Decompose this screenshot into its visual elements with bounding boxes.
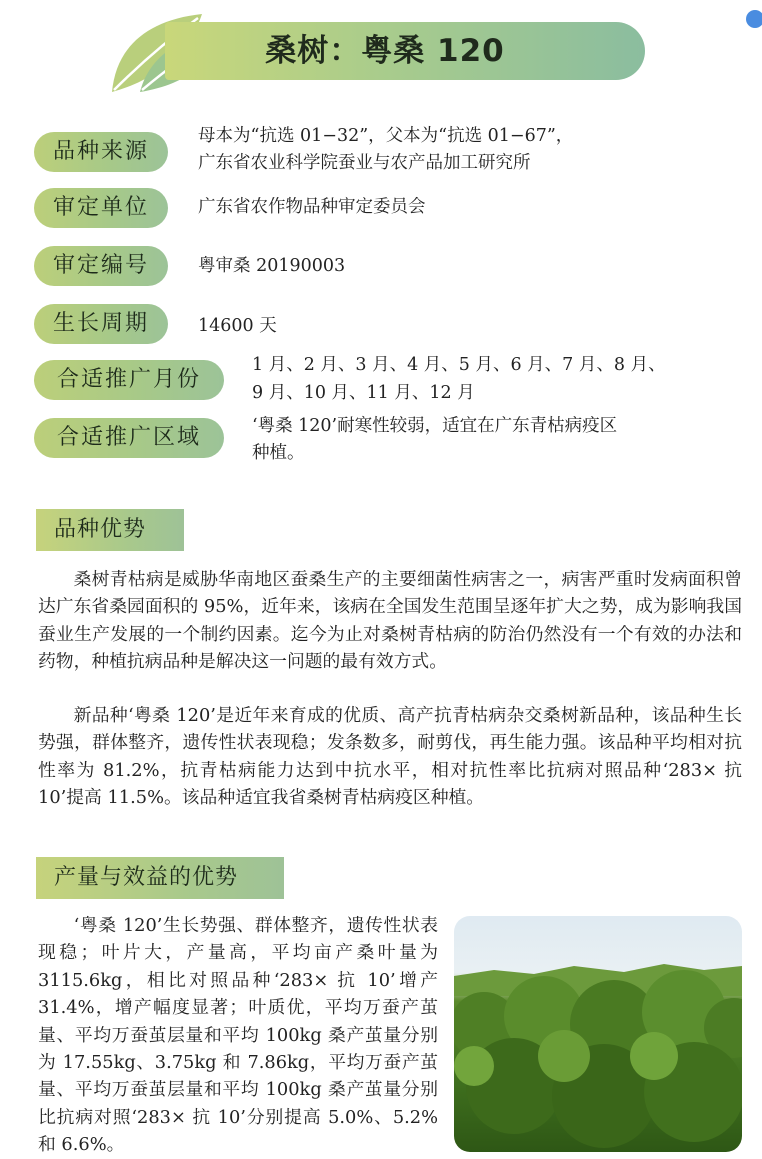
info-label: 审定编号 bbox=[34, 246, 168, 286]
info-label: 合适推广月份 bbox=[34, 360, 224, 400]
info-value-line: 母本为“抗选 01−32”，父本为“抗选 01−67”， bbox=[198, 126, 574, 146]
info-label: 合适推广区域 bbox=[34, 418, 224, 458]
paragraph: 新品种‘粤桑 120’是近年来育成的优质、高产抗青枯病杂交桑树新品种，该品种生长势强，群体整齐，遗传性状表现稳；发条数多，耐剪伐，再生能力强。该品种平均相对抗性率为 81.2%，抗青枯病能力达到中抗水平，相对抗性率比抗病对照品种‘283× 抗 10’提高 11.5%。该品种适宜我省桑树青枯病疫区种植。 bbox=[38, 705, 742, 809]
info-label: 品种来源 bbox=[34, 132, 168, 172]
mulberry-plants-illustration bbox=[454, 916, 742, 1152]
title-banner bbox=[165, 22, 645, 80]
info-label: 生长周期 bbox=[34, 304, 168, 344]
info-label: 审定单位 bbox=[34, 188, 168, 228]
corner-indicator bbox=[746, 10, 762, 28]
info-value-line: 9 月、10 月、11 月、12 月 bbox=[252, 383, 475, 403]
info-value-line: 种植。 bbox=[252, 443, 305, 463]
info-value-line: 1 月、2 月、3 月、4 月、5 月、6 月、7 月、8 月、 bbox=[252, 355, 666, 375]
info-value-line: ‘粤桑 120’耐寒性较弱，适宜在广东青枯病疫区 bbox=[252, 416, 618, 436]
mulberry-field-photo bbox=[454, 916, 742, 1152]
info-value-line: 粤审桑 20190003 bbox=[198, 256, 346, 276]
page-title: 桑树：粤桑 120 bbox=[265, 33, 505, 69]
paragraph: ‘粤桑 120’生长势强、群体整齐，遗传性状表现稳；叶片大，产量高，平均亩产桑叶量为 3115.6kg，相比对照品种‘283× 抗 10’增产 31.4%，增产幅度显著；叶质优，平均万蚕产茧量、平均万蚕茧层量和平均 100kg 桑产茧量分别为 17.55kg、3.75kg 和 7.86kg，平均万蚕产茧量、平均万蚕茧层量和平均 100kg 桑产茧量分别比抗病对照‘283× 抗 10’分别提高 5.0%、5.2%和 6.6%。 bbox=[38, 915, 438, 1156]
info-value-line: 14600 天 bbox=[198, 316, 277, 336]
info-value-line: 广东省农作物品种审定委员会 bbox=[198, 197, 426, 217]
info-value-line: 广东省农业科学院蚕业与农产品加工研究所 bbox=[198, 153, 531, 173]
section-heading-variety-advantage: 品种优势 bbox=[36, 509, 184, 551]
paragraph: 桑树青枯病是威胁华南地区蚕桑生产的主要细菌性病害之一，病害严重时发病面积曾达广东省桑园面积的 95%，近年来，该病在全国发生范围呈逐年扩大之势，成为影响我国蚕业生产发展的一个制约因素。迄今为止对桑树青枯病的防治仍然没有一个有效的办法和药物，种植抗病品种是解决这一问题的最有效方式。 bbox=[38, 569, 742, 673]
section-heading-yield-advantage: 产量与效益的优势 bbox=[36, 857, 284, 899]
